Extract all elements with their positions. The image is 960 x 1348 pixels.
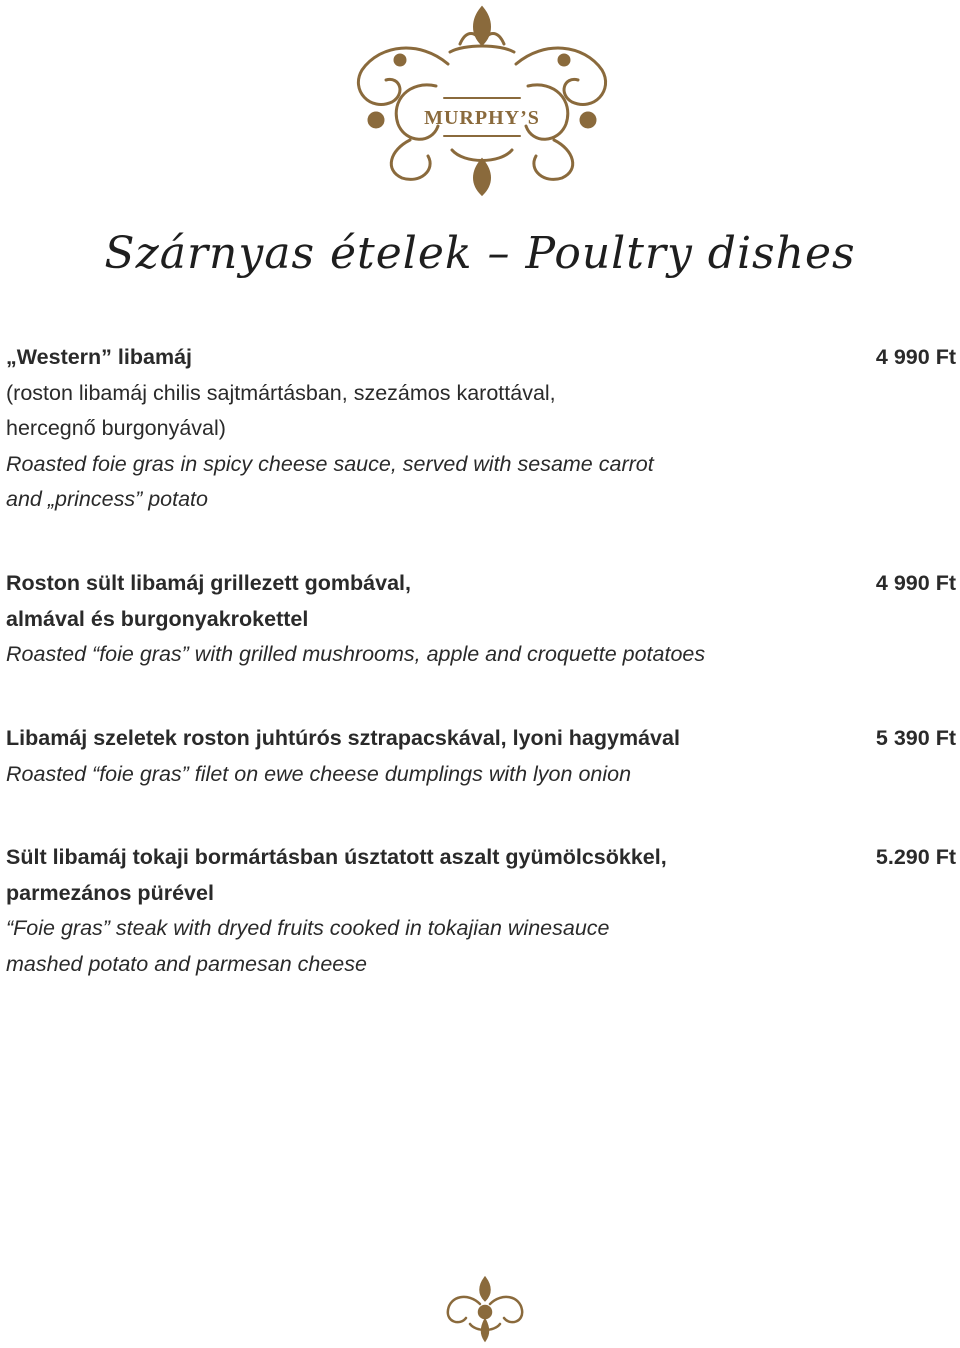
baroque-ornament-icon: [340, 0, 624, 200]
logo-text: MURPHY’S: [424, 107, 540, 129]
item-price: 5.290 Ft: [875, 845, 956, 869]
item-en-description: Roasted “foie gras” with grilled mushrooms, apple and croquette potatoes: [6, 642, 706, 666]
item-en-description: Roasted foie gras in spicy cheese sauce, served with sesame carrot: [6, 451, 654, 476]
item-price: 4 990 Ft: [875, 571, 956, 595]
item-title: Sült libamáj tokaji bormártásban úsztatott aszalt gyümölcsökkel,: [6, 845, 667, 869]
item-title: „Western” libamáj: [6, 345, 192, 369]
small-crest-ornament-icon: [440, 1274, 530, 1344]
item-hu-description: (roston libamáj chilis sajtmártásban, szezámos karottával,: [6, 380, 556, 405]
menu-item: [6, 566, 956, 673]
page-title: Szárnyas ételek – Poultry dishes: [104, 228, 856, 279]
item-title: almával és burgonyakrokettel: [6, 606, 309, 631]
item-en-description: “Foie gras” steak with dryed fruits cooked in tokajian winesauce: [6, 916, 610, 940]
item-en-description: mashed potato and parmesan cheese: [6, 951, 367, 976]
menu-item: [6, 721, 956, 792]
item-price: 4 990 Ft: [875, 345, 956, 369]
item-en-description: Roasted “foie gras” filet on ewe cheese dumplings with lyon onion: [6, 761, 632, 786]
menu-item: [6, 840, 956, 982]
item-price: 5 390 Ft: [875, 726, 956, 750]
item-title: Roston sült libamáj grillezett gombával,: [6, 571, 411, 595]
item-en-description: and „princess” potato: [6, 487, 208, 511]
item-title: parmezános pürével: [6, 880, 214, 905]
item-hu-description: hercegnő burgonyával): [6, 416, 226, 440]
item-title: Libamáj szeletek roston juhtúrós sztrapacskával, lyoni hagymával: [6, 726, 680, 750]
menu-item: [6, 340, 956, 518]
